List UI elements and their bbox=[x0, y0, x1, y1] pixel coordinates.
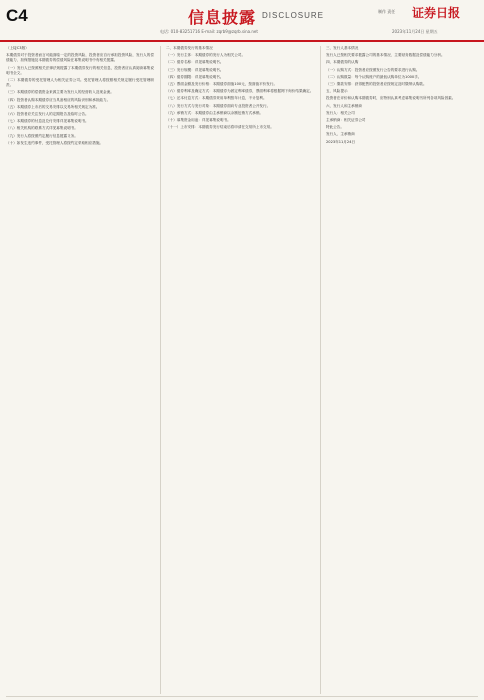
article-paragraph: 主承销商：相关证券公司 bbox=[326, 118, 366, 123]
article-paragraph: （二）本期债券的受托管理人为相关证券公司。受托管理人将按照相关规定履行受托管理职责。 bbox=[6, 78, 154, 88]
article-paragraph: （一）发行主体：本期债券的发行人为相关公司。 bbox=[166, 53, 246, 58]
column-divider bbox=[160, 46, 161, 694]
article-paragraph: 三、发行人基本情况 bbox=[326, 46, 359, 50]
article-paragraph: （一）认购方式：投资者应按照发行公告的要求进行认购。 bbox=[326, 67, 420, 72]
article-paragraph: 五、风险提示 bbox=[326, 89, 348, 94]
page-header bbox=[0, 0, 484, 42]
header-contact: 电话: 010-83251716 E-mail: zqrb9@zqrb.sina.net bbox=[160, 29, 258, 34]
article-paragraph: （四）投资者认购本期债券应当具备相应的风险识别和承担能力。 bbox=[6, 97, 111, 102]
article-paragraph: （三）本期债券的偿债资金来源主要为发行人的经营收入及现金流。 bbox=[6, 90, 114, 95]
column-divider bbox=[320, 46, 321, 694]
article-paragraph: （八）发行方式与发行对象：本期债券面向专业投资者公开发行。 bbox=[166, 103, 271, 108]
issue-date: 2023年11月24日 星期五 bbox=[392, 29, 438, 34]
article-paragraph: 发行人：相关公司 bbox=[326, 110, 355, 115]
article-paragraph: （三）发行规模：详见募集说明书。 bbox=[166, 67, 224, 72]
editor-credit: 制作 责任 bbox=[378, 9, 396, 14]
article-paragraph: （十一）上市安排：本期债券发行结束后将申请在交易所上市交易。 bbox=[166, 125, 274, 130]
article-paragraph: （十）募集资金用途：详见募集说明书。 bbox=[166, 118, 231, 123]
article-paragraph: 四、本期债券的认购 bbox=[326, 60, 359, 65]
article-paragraph: 2023年11月24日 bbox=[326, 139, 356, 144]
article-column-1 bbox=[6, 46, 154, 694]
article-paragraph: （七）还本付息方式：本期债券采用单利按年计息，不计复利。 bbox=[166, 96, 267, 101]
article-paragraph: 发行人、主承销商 bbox=[326, 132, 355, 137]
article-paragraph: （六）投资者应关注发行人的定期报告及临时公告。 bbox=[6, 112, 89, 117]
article-paragraph: （四）债券期限：详见募集说明书。 bbox=[166, 74, 224, 79]
article-paragraph: （二）债券名称：详见募集说明书。 bbox=[166, 60, 224, 65]
article-paragraph: 二、本期债券发行的基本情况 bbox=[166, 46, 213, 50]
article-paragraph: （一）发行人已按照相关法律法规披露了本期债券发行的相关信息，投资者应认真阅读募集说明书全文。 bbox=[6, 65, 154, 75]
article-paragraph: （三）缴款安排：获得配售的投资者应按规定及时缴纳认购款。 bbox=[326, 82, 427, 87]
article-paragraph: （九）发行人将按照约定履行信息披露义务。 bbox=[6, 133, 78, 138]
article-paragraph: （九）承销方式：本期债券由主承销商以余额包销方式承销。 bbox=[166, 110, 264, 115]
footer-rule bbox=[6, 696, 478, 697]
article-paragraph: （二）认购数量：每个认购账户的最低认购单位为1000手。 bbox=[326, 74, 422, 79]
article-paragraph: 发行人已按相关要求披露公司的基本情况、主要财务数据及偿债能力分析。 bbox=[326, 53, 445, 58]
article-paragraph: （十）如发生违约事件，受托管理人将按约定采取相应措施。 bbox=[6, 140, 104, 145]
article-paragraph: （七）本期债券的付息及兑付安排详见募集说明书。 bbox=[6, 119, 89, 124]
article-paragraph: （八）相关机构的联系方式详见募集说明书。 bbox=[6, 126, 78, 131]
article-paragraph: 投资者在评价和认购本期债券时，应特别认真考虑募集说明书所列各项风险因素。 bbox=[326, 96, 456, 101]
article-paragraph: （五）票面金额及发行价格：本期债券面值100元，按面值平价发行。 bbox=[166, 82, 278, 87]
article-column-2 bbox=[166, 46, 314, 694]
section-title: 信息披露 bbox=[188, 8, 257, 27]
article-paragraph: 本期债券对于投资者而言可能面临一定的投资风险，投资者应自行承担投资风险，发行人的偿债能力、担保措施及本期债券的偿债风险在募集说明书中有相关披露。 bbox=[6, 53, 154, 63]
article-paragraph: 六、发行人和主承销商 bbox=[326, 103, 362, 108]
article-paragraph: 特此公告。 bbox=[326, 125, 344, 130]
page-number: C4 bbox=[6, 6, 28, 25]
section-subtitle: DISCLOSURE bbox=[262, 11, 325, 20]
article-paragraph: （五）本期债券上市后的交易安排以交易所相关规定为准。 bbox=[6, 104, 100, 109]
newspaper-logo: 证券日报 bbox=[412, 6, 461, 20]
article-paragraph: （上接C3版） bbox=[6, 46, 29, 50]
article-column-3 bbox=[326, 46, 478, 694]
article-paragraph: （六）债券利率及确定方式：本期债券为固定利率债券，票面利率将根据网下询价结果确定。 bbox=[166, 89, 314, 94]
